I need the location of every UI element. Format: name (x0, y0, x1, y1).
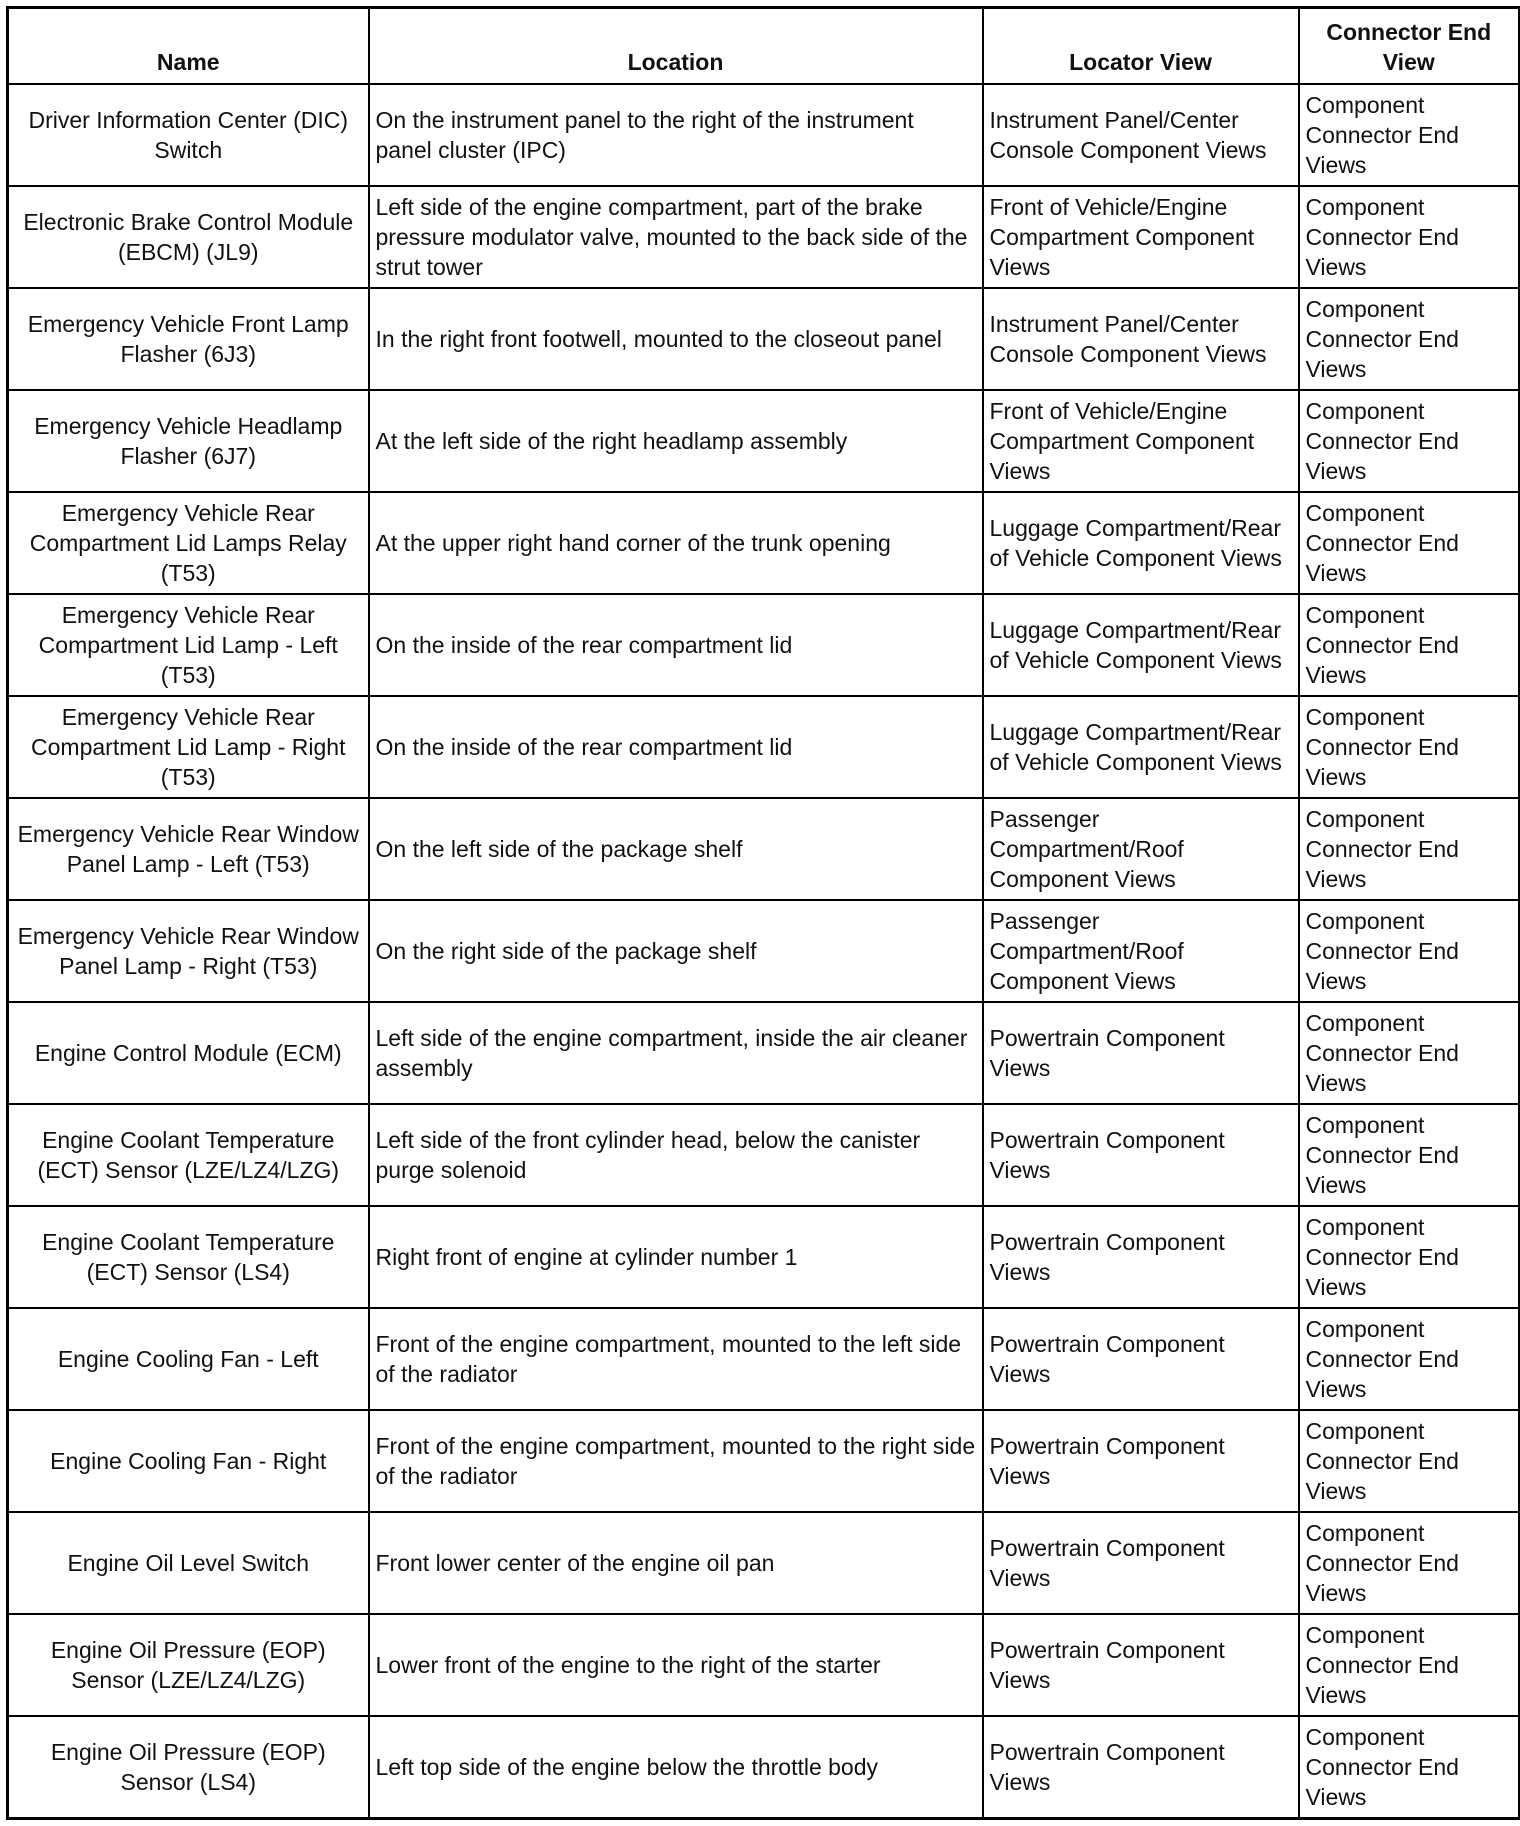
locator-view-cell: Powertrain Component Views (983, 1104, 1299, 1206)
table-body (8, 84, 1520, 1818)
component-name-cell: Emergency Vehicle Rear Compartment Lid Lamp - Right (T53) (8, 696, 369, 798)
table-row (8, 1716, 1520, 1818)
connector-end-view-cell: Component Connector End Views (1299, 1716, 1520, 1818)
connector-end-view-cell: Component Connector End Views (1299, 1104, 1520, 1206)
component-name-cell: Engine Oil Level Switch (8, 1512, 369, 1614)
locator-view-cell: Powertrain Component Views (983, 1206, 1299, 1308)
table-row (8, 1002, 1520, 1104)
component-name-cell: Engine Control Module (ECM) (8, 1002, 369, 1104)
locator-view-cell: Powertrain Component Views (983, 1410, 1299, 1512)
locator-view-cell: Front of Vehicle/Engine Compartment Component Views (983, 390, 1299, 492)
locator-view-cell: Luggage Compartment/Rear of Vehicle Component Views (983, 696, 1299, 798)
locator-view-cell: Luggage Compartment/Rear of Vehicle Component Views (983, 492, 1299, 594)
connector-end-view-cell: Component Connector End Views (1299, 594, 1520, 696)
locator-view-cell: Powertrain Component Views (983, 1716, 1299, 1818)
component-name-cell: Electronic Brake Control Module (EBCM) (JL9) (8, 186, 369, 288)
location-cell: Front lower center of the engine oil pan (369, 1512, 983, 1614)
connector-end-view-cell: Component Connector End Views (1299, 798, 1520, 900)
locator-view-cell: Luggage Compartment/Rear of Vehicle Component Views (983, 594, 1299, 696)
component-name-cell: Engine Oil Pressure (EOP) Sensor (LZE/LZ4/LZG) (8, 1614, 369, 1716)
location-cell: Left side of the front cylinder head, below the canister purge solenoid (369, 1104, 983, 1206)
locator-view-cell: Passenger Compartment/Roof Component Views (983, 798, 1299, 900)
table-row (8, 1206, 1520, 1308)
table-row (8, 1308, 1520, 1410)
table-row (8, 288, 1520, 390)
header-connector-end-view: Connector End View (1299, 8, 1520, 85)
connector-end-view-cell: Component Connector End Views (1299, 1308, 1520, 1410)
header-location: Location (369, 8, 983, 85)
location-cell: On the instrument panel to the right of the instrument panel cluster (IPC) (369, 84, 983, 186)
connector-end-view-cell: Component Connector End Views (1299, 1614, 1520, 1716)
location-cell: In the right front footwell, mounted to the closeout panel (369, 288, 983, 390)
table-row (8, 492, 1520, 594)
connector-end-view-cell: Component Connector End Views (1299, 390, 1520, 492)
table-row (8, 1104, 1520, 1206)
location-cell: Lower front of the engine to the right of the starter (369, 1614, 983, 1716)
component-name-cell: Engine Cooling Fan - Right (8, 1410, 369, 1512)
table-row (8, 696, 1520, 798)
component-name-cell: Emergency Vehicle Headlamp Flasher (6J7) (8, 390, 369, 492)
connector-end-view-cell: Component Connector End Views (1299, 1206, 1520, 1308)
component-name-cell: Emergency Vehicle Rear Compartment Lid Lamps Relay (T53) (8, 492, 369, 594)
table-row (8, 900, 1520, 1002)
location-cell: At the upper right hand corner of the trunk opening (369, 492, 983, 594)
locator-view-cell: Powertrain Component Views (983, 1614, 1299, 1716)
connector-end-view-cell: Component Connector End Views (1299, 1410, 1520, 1512)
table-row (8, 1512, 1520, 1614)
location-cell: Left side of the engine compartment, part of the brake pressure modulator valve, mounted to the back side of the strut tower (369, 186, 983, 288)
location-cell: At the left side of the right headlamp assembly (369, 390, 983, 492)
connector-end-view-cell: Component Connector End Views (1299, 492, 1520, 594)
locator-view-cell: Instrument Panel/Center Console Component Views (983, 84, 1299, 186)
locator-view-cell: Instrument Panel/Center Console Component Views (983, 288, 1299, 390)
table-row (8, 84, 1520, 186)
locator-view-cell: Powertrain Component Views (983, 1002, 1299, 1104)
component-name-cell: Emergency Vehicle Front Lamp Flasher (6J3) (8, 288, 369, 390)
table-row (8, 390, 1520, 492)
table-row (8, 594, 1520, 696)
location-cell: On the left side of the package shelf (369, 798, 983, 900)
connector-end-view-cell: Component Connector End Views (1299, 186, 1520, 288)
table-row (8, 186, 1520, 288)
table-row (8, 1614, 1520, 1716)
location-cell: On the inside of the rear compartment lid (369, 696, 983, 798)
location-cell: Left top side of the engine below the throttle body (369, 1716, 983, 1818)
table-row (8, 1410, 1520, 1512)
locator-view-cell: Powertrain Component Views (983, 1512, 1299, 1614)
connector-end-view-cell: Component Connector End Views (1299, 1002, 1520, 1104)
connector-end-view-cell: Component Connector End Views (1299, 288, 1520, 390)
table-row (8, 798, 1520, 900)
location-cell: Left side of the engine compartment, inside the air cleaner assembly (369, 1002, 983, 1104)
header-row (8, 8, 1520, 85)
location-cell: Right front of engine at cylinder number 1 (369, 1206, 983, 1308)
component-name-cell: Engine Cooling Fan - Left (8, 1308, 369, 1410)
connector-end-view-cell: Component Connector End Views (1299, 1512, 1520, 1614)
component-name-cell: Engine Coolant Temperature (ECT) Sensor (LS4) (8, 1206, 369, 1308)
component-name-cell: Emergency Vehicle Rear Window Panel Lamp - Right (T53) (8, 900, 369, 1002)
component-name-cell: Driver Information Center (DIC) Switch (8, 84, 369, 186)
connector-end-view-cell: Component Connector End Views (1299, 84, 1520, 186)
location-cell: Front of the engine compartment, mounted to the left side of the radiator (369, 1308, 983, 1410)
locator-view-cell: Passenger Compartment/Roof Component Views (983, 900, 1299, 1002)
location-cell: On the right side of the package shelf (369, 900, 983, 1002)
component-locator-table (6, 6, 1520, 1820)
connector-end-view-cell: Component Connector End Views (1299, 900, 1520, 1002)
location-cell: Front of the engine compartment, mounted to the right side of the radiator (369, 1410, 983, 1512)
locator-view-cell: Powertrain Component Views (983, 1308, 1299, 1410)
component-name-cell: Engine Oil Pressure (EOP) Sensor (LS4) (8, 1716, 369, 1818)
component-name-cell: Emergency Vehicle Rear Window Panel Lamp - Left (T53) (8, 798, 369, 900)
connector-end-view-cell: Component Connector End Views (1299, 696, 1520, 798)
location-cell: On the inside of the rear compartment lid (369, 594, 983, 696)
locator-view-cell: Front of Vehicle/Engine Compartment Component Views (983, 186, 1299, 288)
header-name: Name (8, 8, 369, 85)
header-locator-view: Locator View (983, 8, 1299, 85)
component-name-cell: Engine Coolant Temperature (ECT) Sensor (LZE/LZ4/LZG) (8, 1104, 369, 1206)
component-name-cell: Emergency Vehicle Rear Compartment Lid Lamp - Left (T53) (8, 594, 369, 696)
component-locator-table-wrapper (6, 6, 1520, 1820)
